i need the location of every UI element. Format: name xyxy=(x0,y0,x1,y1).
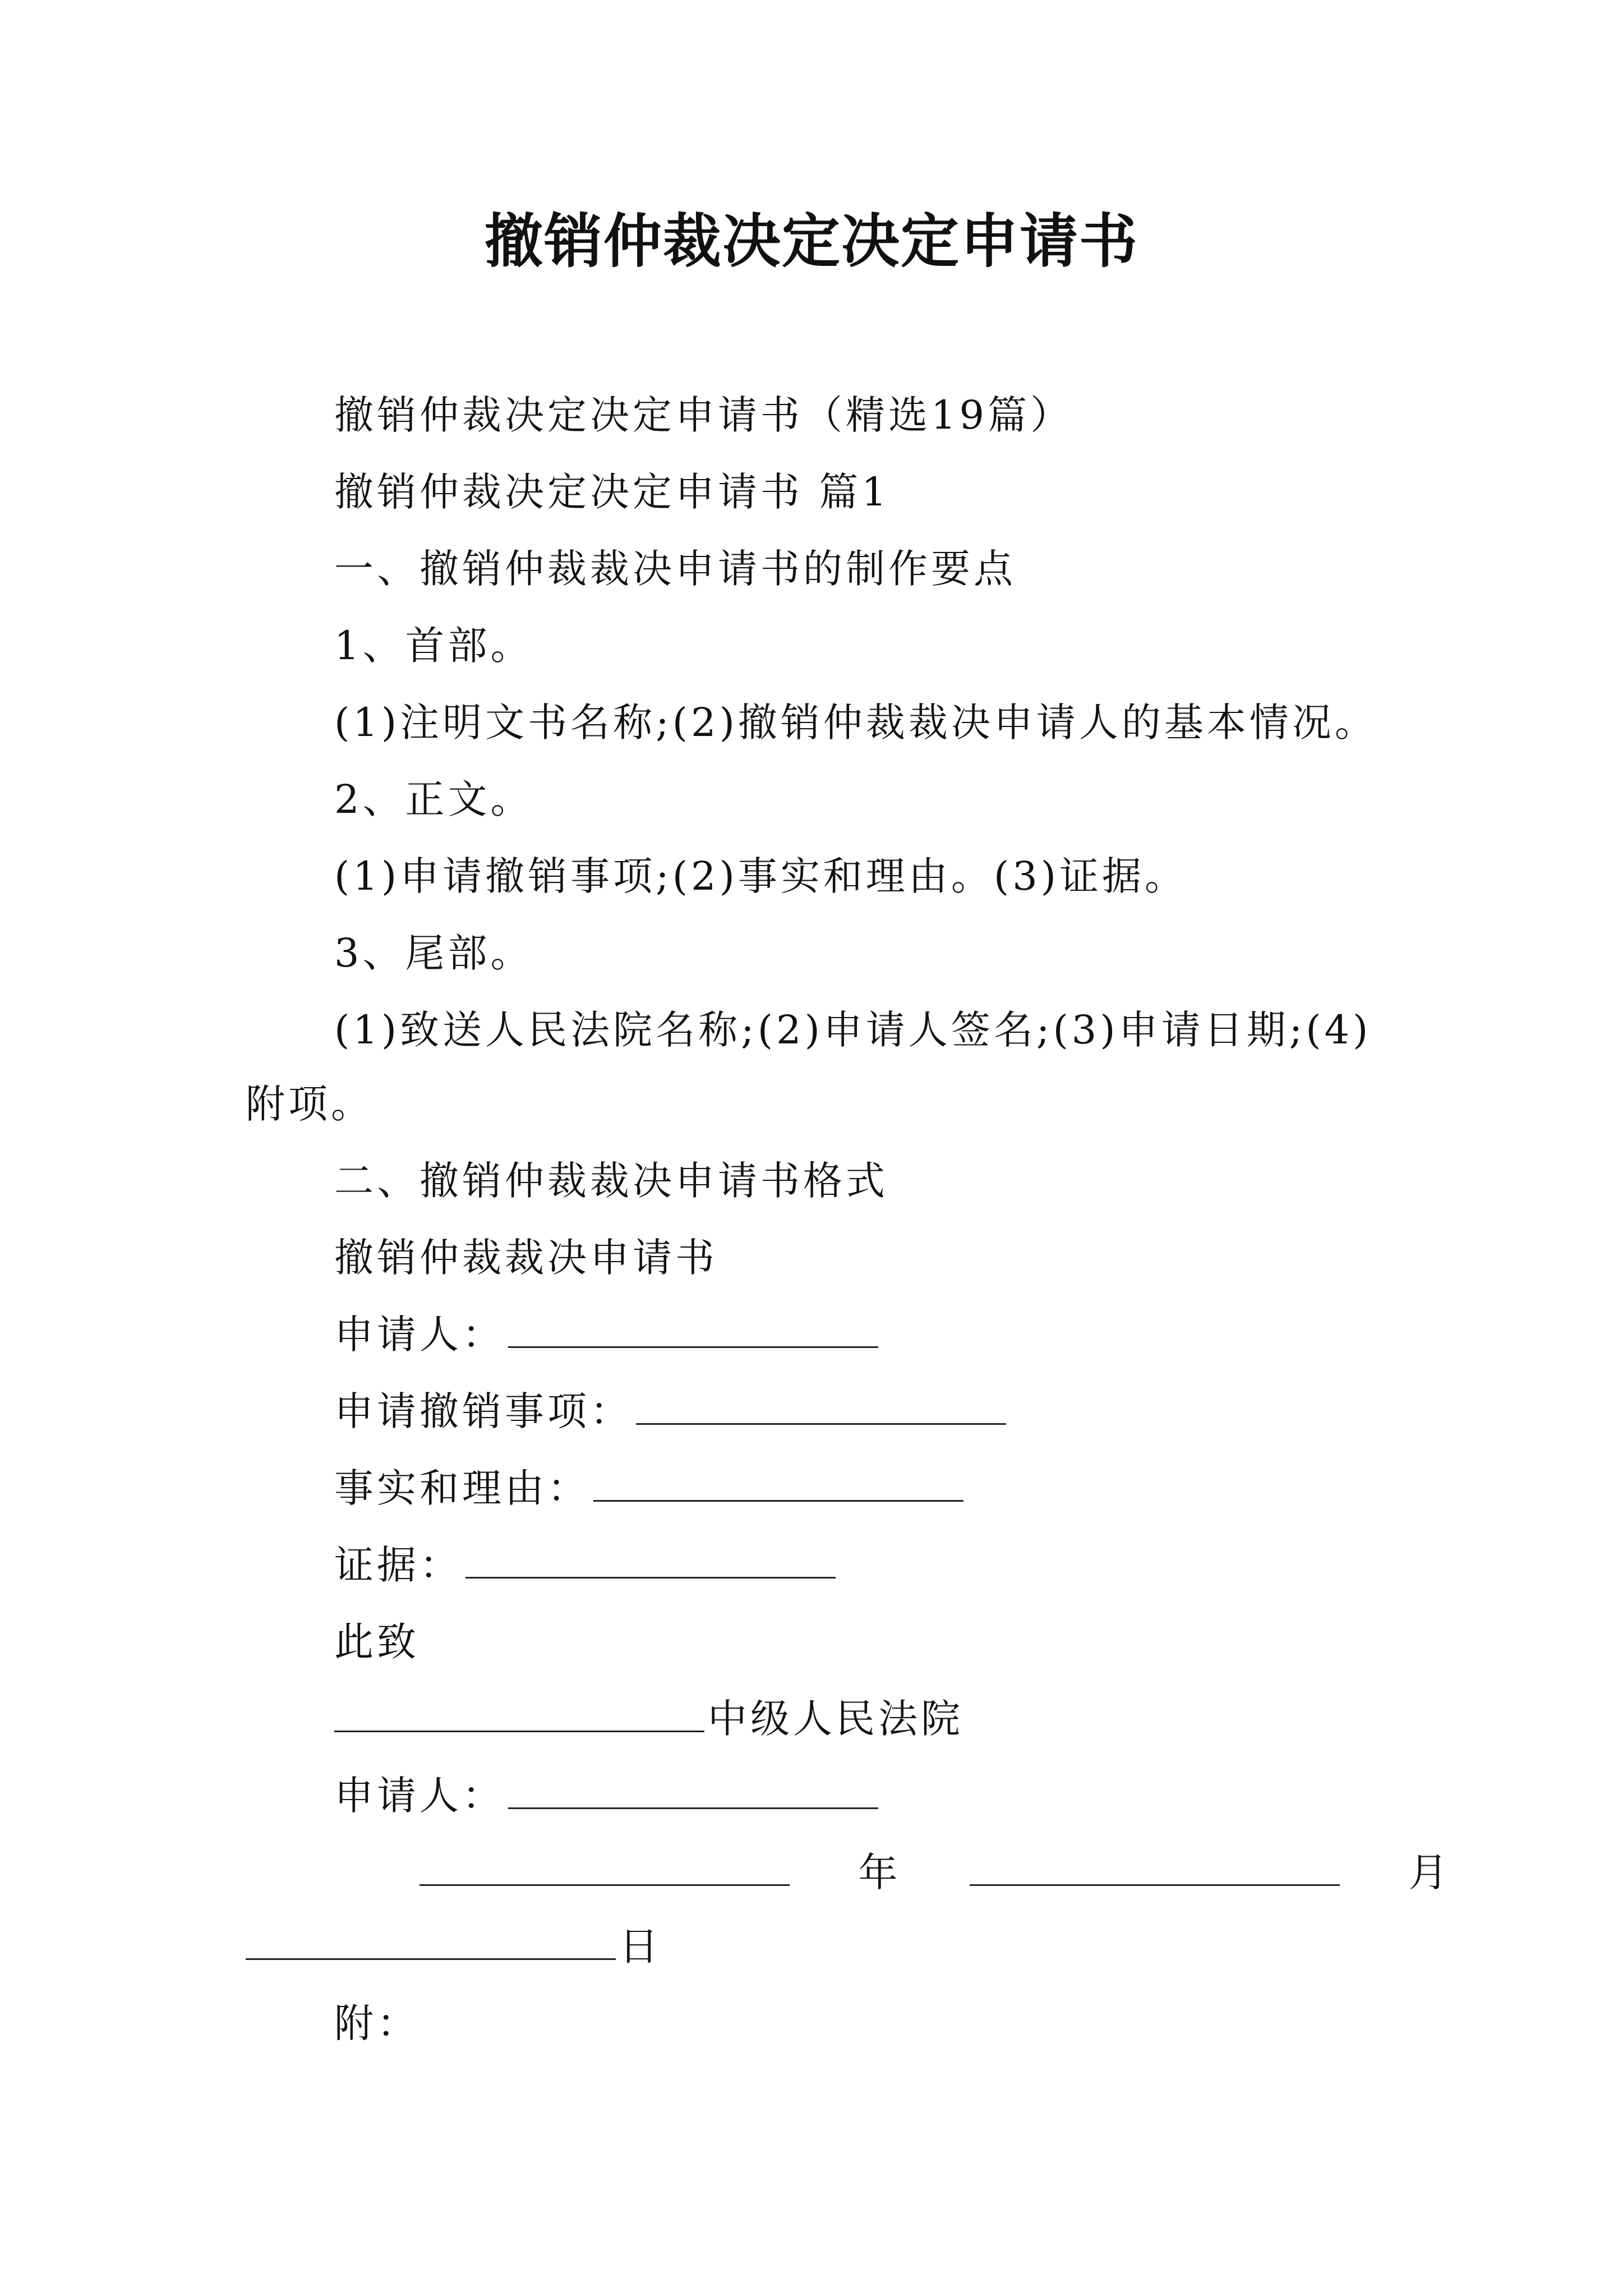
item2-heading: 2、正文。 xyxy=(334,776,533,822)
applicant-label: 申请人： xyxy=(334,1312,505,1358)
court-suffix: 中级人民法院 xyxy=(708,1696,963,1742)
matters-label: 申请撤销事项： xyxy=(334,1388,633,1434)
year-blank xyxy=(419,1845,790,1886)
item3-body-line2: 附项。 xyxy=(246,1081,374,1127)
month-blank xyxy=(970,1845,1340,1886)
applicant-row xyxy=(334,1306,882,1363)
facts-blank xyxy=(593,1461,963,1502)
document-title: 撤销仲裁决定决定申请书 xyxy=(484,206,1138,275)
day-blank xyxy=(246,1919,616,1960)
evidence-row xyxy=(334,1537,839,1593)
salutation: 此致 xyxy=(334,1619,419,1665)
evidence-label: 证据： xyxy=(334,1542,462,1588)
court-row xyxy=(334,1691,963,1747)
year-label: 年 xyxy=(858,1849,901,1895)
signature-label: 申请人： xyxy=(334,1773,505,1819)
section1-heading: 一、撤销仲裁裁决申请书的制作要点 xyxy=(334,546,1016,592)
item3-body-line1: (1)致送人民法院名称;(2)申请人签名;(3)申请日期;(4) xyxy=(334,1007,1372,1053)
item1-body: (1)注明文书名称;(2)撤销仲裁裁决申请人的基本情况。 xyxy=(334,700,1377,746)
matters-blank xyxy=(636,1384,1006,1425)
facts-label: 事实和理由： xyxy=(334,1465,590,1511)
applicant-blank xyxy=(508,1307,878,1348)
facts-row xyxy=(334,1460,967,1516)
evidence-blank xyxy=(465,1538,836,1579)
day-label: 日 xyxy=(619,1924,662,1970)
signature-blank xyxy=(508,1768,878,1809)
item3-heading: 3、尾部。 xyxy=(334,930,533,976)
month-label: 月 xyxy=(1408,1849,1451,1895)
intro-line: 撤销仲裁决定决定申请书（精选19篇） xyxy=(334,392,1073,438)
signature-row xyxy=(334,1768,882,1824)
item1-heading: 1、首部。 xyxy=(334,623,533,669)
court-blank xyxy=(334,1691,704,1732)
piece-heading: 撤销仲裁决定决定申请书 篇1 xyxy=(334,469,890,515)
date-row xyxy=(419,1844,1451,1901)
section2-heading: 二、撤销仲裁裁决申请书格式 xyxy=(334,1158,888,1204)
day-row xyxy=(246,1918,662,1975)
attachment-label: 附： xyxy=(334,2000,419,2046)
matters-row xyxy=(334,1383,1009,1439)
form-title: 撤销仲裁裁决申请书 xyxy=(334,1235,718,1281)
item2-body: (1)申请撤销事项;(2)事实和理由。(3)证据。 xyxy=(334,853,1188,899)
